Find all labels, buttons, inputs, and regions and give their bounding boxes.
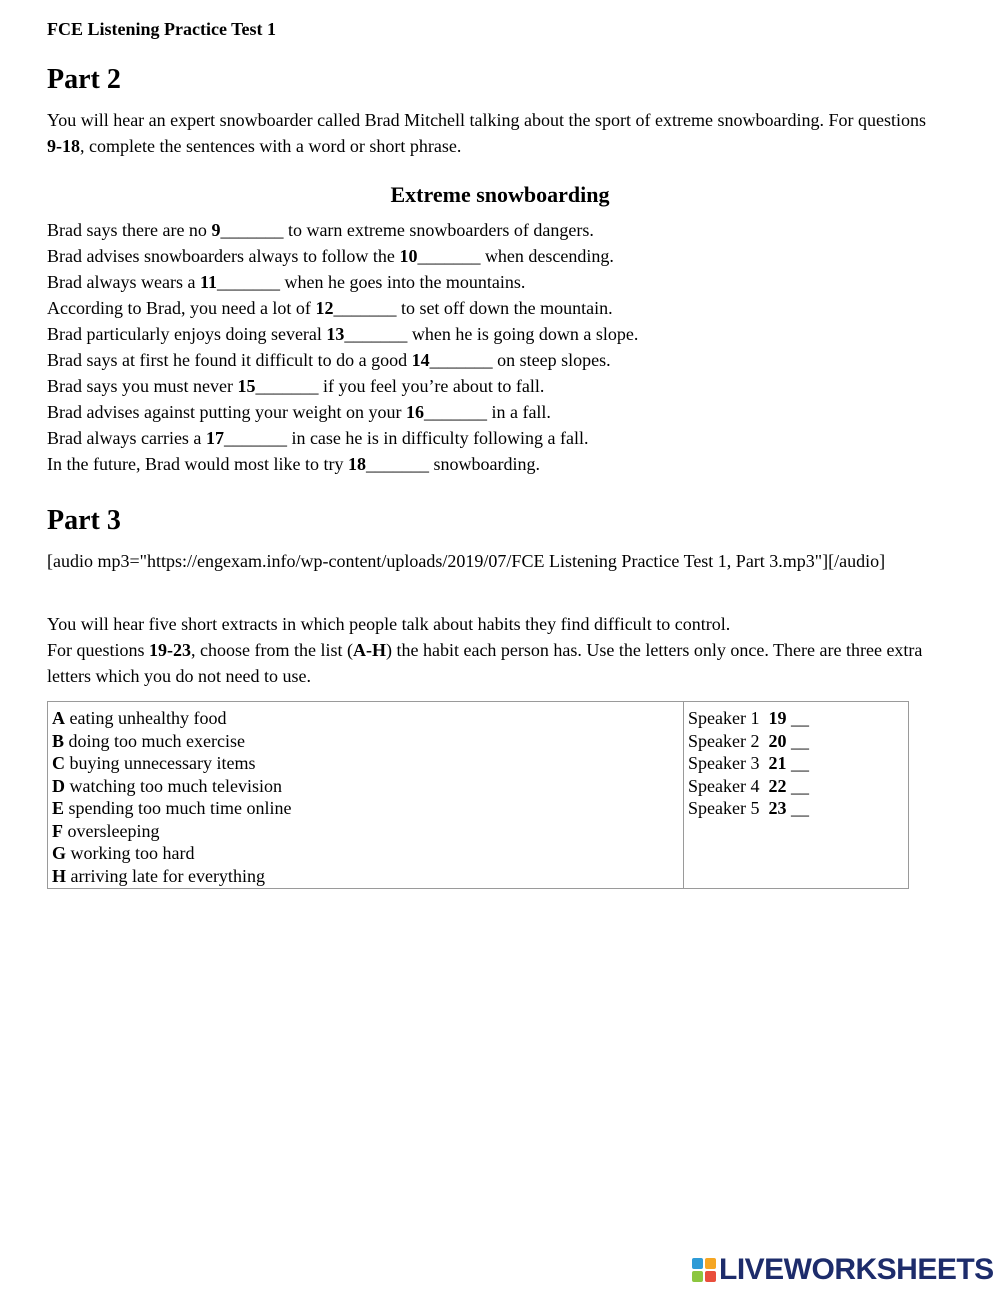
part2-intro-text-end: , complete the sentences with a word or short phrase.: [80, 136, 462, 156]
option-letter: B: [52, 730, 65, 751]
options-cell: [48, 702, 684, 889]
answer-blank[interactable]: __: [790, 730, 809, 751]
option-text: doing too much exercise: [64, 730, 245, 751]
speakers-cell: [684, 702, 909, 889]
speaker-label: Speaker 1: [688, 708, 760, 728]
question-number: 23: [768, 798, 787, 818]
part3-heading: Part 3: [47, 505, 121, 536]
option-text: working too hard: [66, 843, 195, 863]
option-text: oversleeping: [63, 820, 160, 841]
sentence-item: [47, 373, 638, 399]
logo-mark-icon: [692, 1258, 716, 1282]
sentence-text-end: to set off down the mountain.: [396, 298, 613, 318]
question-number: 14: [411, 350, 430, 370]
sentence-text: Brad always carries a: [47, 428, 206, 448]
speaker-label: Speaker 4: [688, 775, 760, 796]
part2-question-range: 9-18: [47, 136, 80, 156]
part2-intro-text: You will hear an expert snowboarder called Brad Mitchell talking about the sport of extreme snowboarding. For questions: [47, 110, 926, 130]
answer-blank[interactable]: __: [790, 708, 809, 728]
sentence-item: [47, 321, 638, 347]
answer-blank[interactable]: _______: [365, 454, 429, 474]
question-number: 12: [315, 298, 334, 318]
sentence-item: [47, 269, 638, 295]
logo-square-4: [705, 1271, 716, 1282]
sentence-text: Brad advises against putting your weight on your: [47, 402, 406, 422]
question-number: 13: [326, 324, 345, 344]
option-letter: H: [52, 865, 67, 886]
answer-blank[interactable]: _______: [333, 298, 397, 318]
speaker-row: [688, 775, 904, 798]
part3-question-range: 19-23: [149, 640, 192, 660]
answer-blank[interactable]: _______: [220, 220, 284, 240]
part2-heading: Part 2: [47, 64, 121, 95]
speaker-label: Speaker 3: [688, 753, 760, 773]
part3-intro-text-end: ) the habit each person has. Use the letters only once. There are three extra letters which you do not need to use.: [47, 640, 923, 686]
audio-shortcode: [audio mp3="https://engexam.info/wp-content/uploads/2019/07/FCE Listening Practice Test 1, Part 3.mp3"][/audio]: [47, 551, 886, 571]
part3-instructions: [47, 611, 927, 689]
logo-text: LIVEWORKSHEETS: [719, 1253, 994, 1286]
answer-blank[interactable]: _______: [423, 402, 487, 422]
section-subtitle: Extreme snowboarding: [390, 182, 610, 207]
option-item: [52, 842, 679, 865]
sentence-text: Brad says there are no: [47, 220, 212, 240]
sentence-list: [47, 217, 638, 477]
sentence-text: Brad says you must never: [47, 376, 238, 396]
answer-blank[interactable]: _______: [344, 324, 408, 344]
option-text: eating unhealthy food: [65, 708, 227, 728]
part3-intro-text-mid: , choose from the list (: [191, 640, 353, 660]
question-number: 20: [768, 730, 787, 751]
part3-intro-line1: You will hear five short extracts in which people talk about habits they find difficult to control.: [47, 614, 731, 634]
question-number: 18: [347, 454, 366, 474]
answer-blank[interactable]: __: [790, 753, 809, 773]
question-number: 22: [768, 775, 787, 796]
question-number: 17: [205, 428, 224, 448]
logo-square-1: [692, 1258, 703, 1269]
answer-blank[interactable]: _______: [417, 246, 481, 266]
document-title: FCE Listening Practice Test 1: [47, 19, 276, 39]
option-letter: F: [52, 820, 63, 841]
sentence-text: Brad particularly enjoys doing several: [47, 324, 327, 344]
sentence-text-end: snowboarding.: [428, 454, 540, 474]
question-number: 21: [768, 753, 787, 773]
question-number: 15: [237, 376, 256, 396]
option-item: [52, 775, 679, 798]
sentence-text-end: when descending.: [480, 246, 614, 266]
option-letter: E: [52, 798, 65, 818]
part2-instructions: [47, 107, 927, 159]
answer-blank[interactable]: __: [790, 798, 809, 818]
speaker-label: Speaker 5: [688, 798, 760, 818]
question-number: 16: [405, 402, 424, 422]
logo-square-3: [692, 1271, 703, 1282]
option-text: watching too much television: [65, 775, 282, 796]
sentence-text-end: to warn extreme snowboarders of dangers.: [283, 220, 594, 240]
part3-letter-range: A-H: [352, 640, 386, 660]
speaker-row: [688, 730, 904, 753]
option-item: [52, 797, 679, 820]
speaker-row: [688, 707, 904, 730]
option-text: arriving late for everything: [66, 865, 265, 886]
sentence-text: Brad always wears a: [47, 272, 200, 292]
logo-square-2: [705, 1258, 716, 1269]
question-number: 10: [399, 246, 418, 266]
sentence-text-end: when he is going down a slope.: [407, 324, 639, 344]
option-item: [52, 752, 679, 775]
sentence-text-end: if you feel you’re about to fall.: [318, 376, 545, 396]
option-letter: D: [52, 775, 65, 796]
sentence-text-end: in case he is in difficulty following a fall.: [286, 428, 589, 448]
answer-blank[interactable]: _______: [429, 350, 493, 370]
sentence-item: [47, 217, 638, 243]
matching-table: [47, 701, 909, 889]
speaker-row: [688, 752, 904, 775]
option-letter: C: [52, 753, 65, 773]
option-item: [52, 865, 679, 888]
question-number: 19: [768, 708, 787, 728]
option-text: buying unnecessary items: [65, 753, 256, 773]
option-text: spending too much time online: [64, 798, 292, 818]
sentence-item: [47, 295, 638, 321]
part3-intro-text: For questions: [47, 640, 150, 660]
sentence-text: Brad advises snowboarders always to follow the: [47, 246, 400, 266]
option-letter: G: [52, 843, 67, 863]
answer-blank[interactable]: _______: [216, 272, 280, 292]
option-letter: A: [52, 708, 65, 728]
sentence-item: [47, 399, 638, 425]
sentence-item: [47, 347, 638, 373]
sentence-item: [47, 451, 638, 477]
sentence-text: In the future, Brad would most like to try: [47, 454, 348, 474]
sentence-text: According to Brad, you need a lot of: [47, 298, 316, 318]
question-number: 9: [211, 220, 221, 240]
option-item: [52, 707, 679, 730]
sentence-item: [47, 243, 638, 269]
option-item: [52, 820, 679, 843]
question-number: 11: [199, 272, 217, 292]
sentence-text-end: when he goes into the mountains.: [279, 272, 526, 292]
speaker-row: [688, 797, 904, 820]
sentence-item: [47, 425, 638, 451]
answer-blank[interactable]: _______: [223, 428, 287, 448]
sentence-text: Brad says at first he found it difficult to do a good: [47, 350, 412, 370]
liveworksheets-logo: [692, 1252, 994, 1288]
option-item: [52, 730, 679, 753]
answer-blank[interactable]: _______: [255, 376, 319, 396]
sentence-text-end: on steep slopes.: [492, 350, 611, 370]
answer-blank[interactable]: __: [790, 775, 809, 796]
sentence-text-end: in a fall.: [486, 402, 551, 422]
speaker-label: Speaker 2: [688, 730, 760, 751]
